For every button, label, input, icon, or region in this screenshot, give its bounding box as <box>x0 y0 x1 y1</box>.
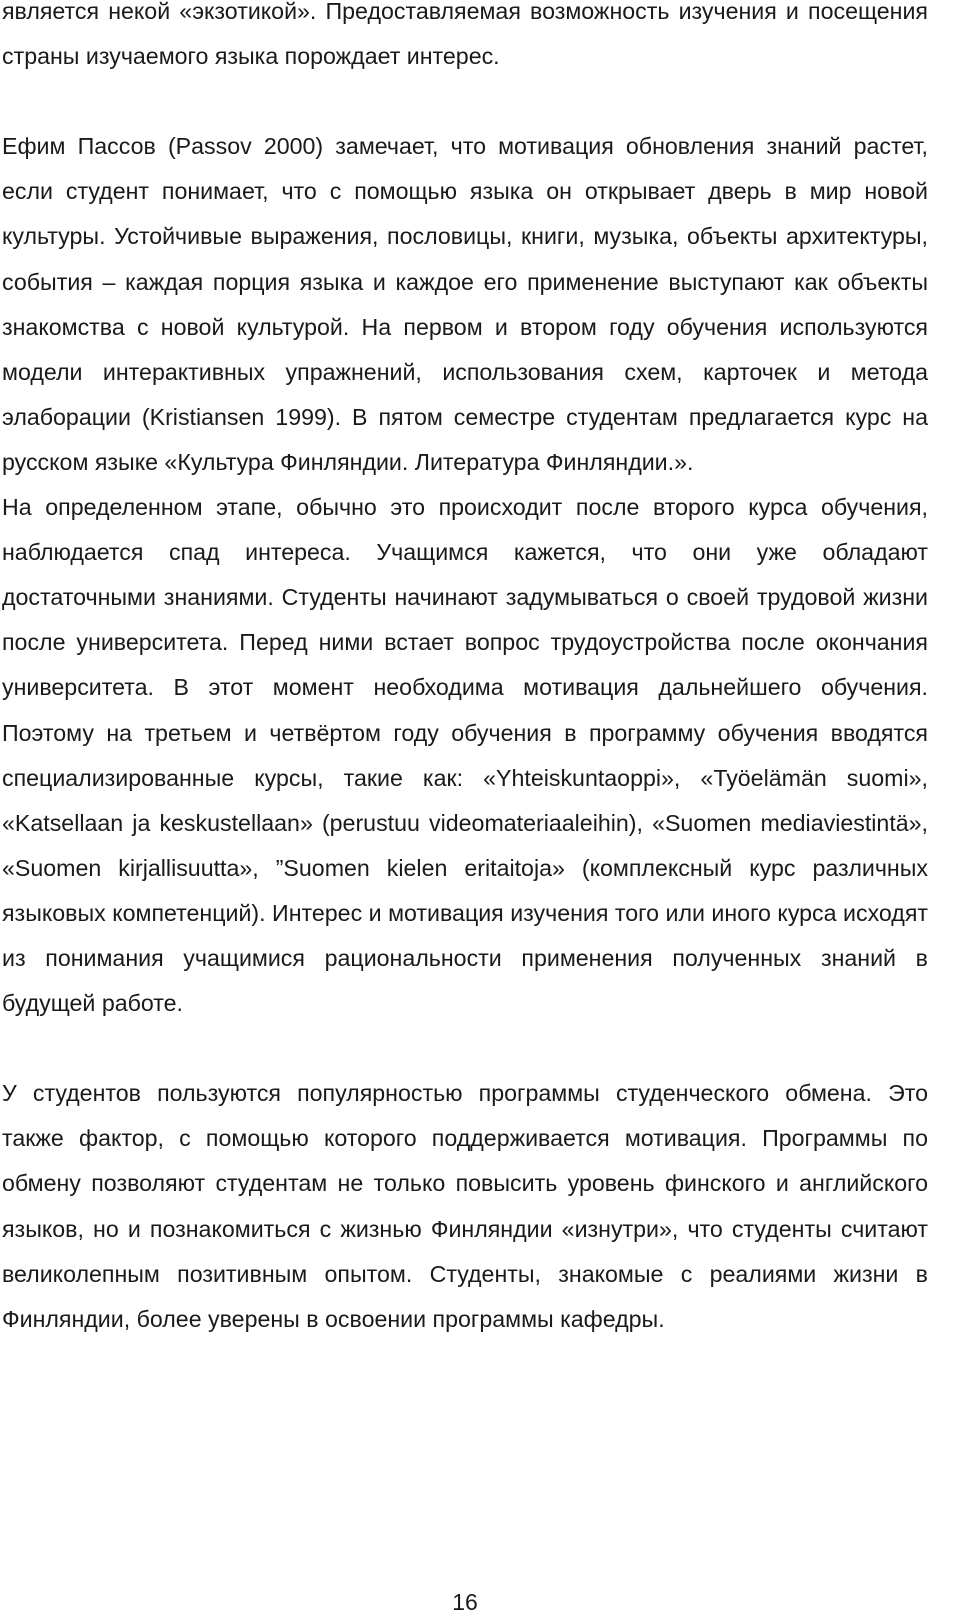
paragraph-passov: Ефим Пассов (Passov 2000) замечает, что мотивация обновления знаний растет, если студент понимает, что с помощью языка он открывает дверь в мир новой культуры. Устойчивые выражения, пословицы, книги, музыка, объекты архитектуры, события – каждая порция языка и каждое его применение выступают как объекты знакомства с новой культурой. На первом и втором году обучения используются модели интерактивных упражнений, использования схем, карточек и метода элаборации (Kristiansen 1999). В пятом семестре студентам предлагается курс на русском языке «Культура Финляндии. Литература Финляндии.». <box>2 133 928 475</box>
paragraph-gap <box>2 79 928 124</box>
page-number: 16 <box>452 1589 478 1615</box>
body-text <box>2 0 928 1342</box>
paragraph-gap <box>2 1026 928 1071</box>
paragraph-continuation: является некой «экзотикой». Предоставляемая возможность изучения и посещения страны изучаемого языка порождает интерес. <box>2 0 928 70</box>
paragraph-exchange-programs: У студентов пользуются популярностью программы студенческого обмена. Это также фактор, с помощью которого поддерживается мотивация. Программы по обмену позволяют студентам не только повысить уровень финского и английского языков, но и познакомиться с жизнью Финляндии «изнутри», что студенты считают великолепным позитивным опытом. Студенты, знакомые с реалиями жизни в Финляндии, более уверены в освоении программы кафедры. <box>2 1080 928 1332</box>
paragraph-interest-decline: На определенном этапе, обычно это происходит после второго курса обучения, наблюдается спад интереса. Учащимся кажется, что они уже обладают достаточными знаниями. Студенты начинают задумываться о своей трудовой жизни после университета. Перед ними встает вопрос трудоустройства после окончания университета. В этот момент необходима мотивация дальнейшего обучения. Поэтому на третьем и четвёртом году обучения в программу обучения вводятся специализированные курсы, такие как: «Yhteiskuntaoppi», «Työelämän suomi», «Katsellaan ja keskustellaan» (perustuu videomateriaaleihin), «Suomen mediaviestintä», «Suomen kirjallisuutta», ”Suomen kielen eritaitoja» (комплексный курс различных языковых компетенций). Интерес и мотивация изучения того или иного курса исходят из понимания учащимися рациональности применения полученных знаний в будущей работе. <box>2 494 928 1017</box>
